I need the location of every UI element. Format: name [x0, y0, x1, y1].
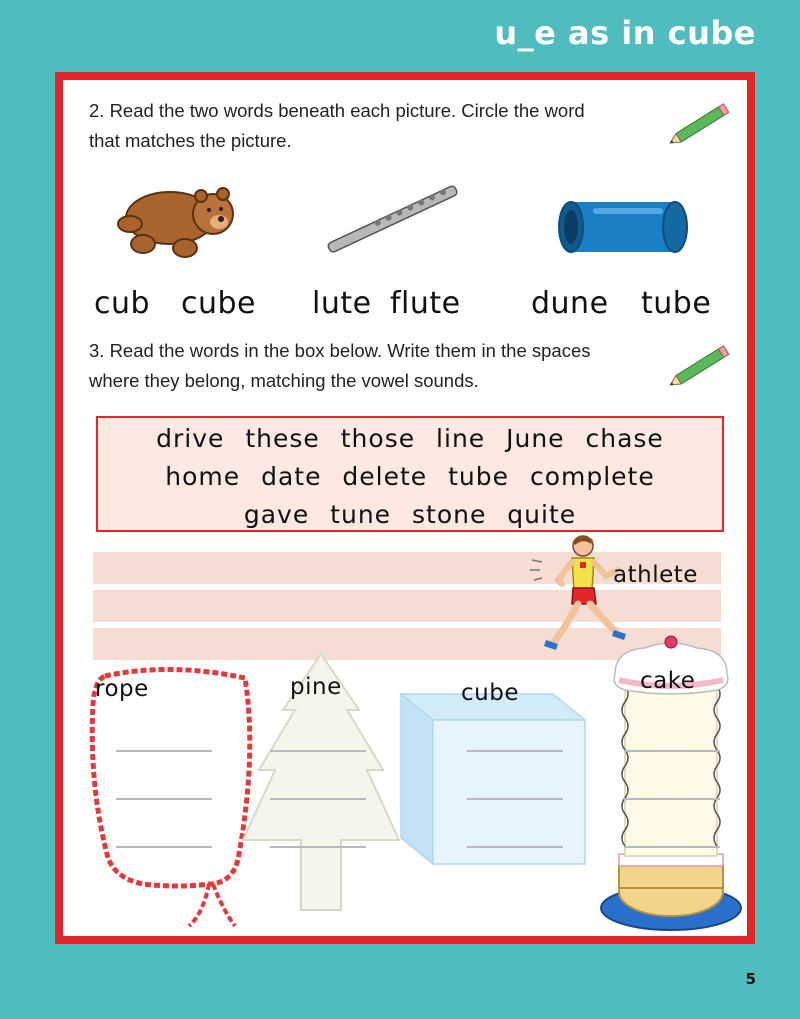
- word-box: [96, 416, 724, 532]
- word-option[interactable]: cub: [94, 286, 151, 321]
- section2-instruction: [89, 96, 585, 156]
- section3-instruction-line2: where they belong, matching the vowel sounds.: [89, 370, 479, 391]
- worksheet-frame: [55, 72, 755, 944]
- bear-cub-icon: [115, 166, 245, 266]
- page-title: u_e as in cube: [494, 14, 756, 52]
- cube-label: cube: [461, 680, 519, 706]
- pencil-icon: [663, 342, 735, 392]
- rope-writing-line[interactable]: [116, 798, 212, 800]
- word-box-line: home date delete tube complete: [165, 462, 655, 491]
- section3-instruction: [89, 336, 591, 396]
- rope-writing-line[interactable]: [116, 750, 212, 752]
- pencil-icon: [663, 100, 735, 150]
- cube-writing-line[interactable]: [467, 798, 563, 800]
- word-box-line: drive these those line June chase: [156, 424, 664, 453]
- word-option[interactable]: lute: [312, 286, 372, 321]
- word-option[interactable]: dune: [531, 286, 609, 321]
- rope-writing-line[interactable]: [116, 846, 212, 848]
- page-number: 5: [745, 970, 756, 988]
- cake-writing-line[interactable]: [624, 798, 720, 800]
- flute-icon: [318, 180, 468, 260]
- cake-label: cake: [640, 668, 696, 694]
- word-option[interactable]: tube: [641, 286, 712, 321]
- word-option[interactable]: flute: [390, 286, 461, 321]
- worksheet-content: [63, 80, 747, 936]
- cube-shape: [399, 684, 589, 866]
- cake-writing-line[interactable]: [624, 846, 720, 848]
- word-option[interactable]: cube: [181, 286, 257, 321]
- section2-instruction-line2: that matches the picture.: [89, 130, 292, 151]
- tube-icon: [553, 192, 693, 262]
- pine-label: pine: [290, 674, 342, 700]
- section3-instruction-line1: 3. Read the words in the box below. Write them in the spaces: [89, 340, 591, 361]
- rope-label: rope: [95, 676, 149, 702]
- section2-instruction-line1: 2. Read the two words beneath each picture. Circle the word: [89, 100, 585, 121]
- athlete-label: athlete: [613, 562, 698, 588]
- pine-writing-line[interactable]: [270, 798, 366, 800]
- cube-writing-line[interactable]: [467, 846, 563, 848]
- pine-writing-line[interactable]: [270, 750, 366, 752]
- pine-writing-line[interactable]: [270, 846, 366, 848]
- cake-writing-line[interactable]: [624, 750, 720, 752]
- word-box-line: gave tune stone quite: [243, 500, 577, 529]
- cube-writing-line[interactable]: [467, 750, 563, 752]
